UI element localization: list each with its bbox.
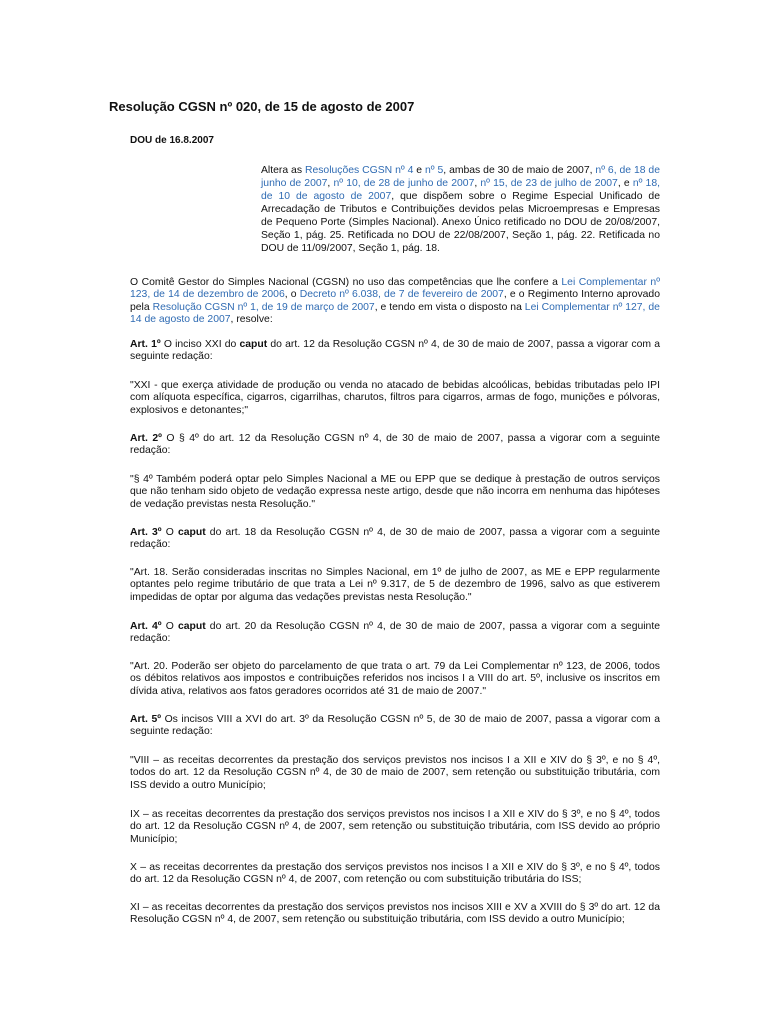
dou-publication-date: DOU de 16.8.2007 [130,135,214,146]
link-resolucao-15[interactable]: nº 15, de 23 de julho de 2007 [480,178,618,189]
article-text: do art. 12 da Resolução CGSN nº 4, de 30 de maio de 2007, passa a vigorar com a seguinte redação: [130,339,660,363]
inciso-xi: XI – as receitas decorrentes da prestação dos serviços previstos nos incisos XIII e XV a XVIII do § 3º do art. 12 da Resolução CGSN nº 4, de 2007, sem retenção ou substituição tributária, com ISS devido a outro Município; [130,902,660,926]
article-3 [130,527,660,552]
quote-art-18: "Art. 18. Serão consideradas inscritas no Simples Nacional, em 1º de julho de 2007, as ME e EPP regularmente optantes pelo regime tributário de que trata a Lei nº 9.317, de 5 de dezembro de 1996, salvo as que estiverem impedidas de optar por alguma das vedações previstas nesta Resolução." [130,567,660,603]
caput-term: caput [177,621,206,632]
link-decreto-6038[interactable]: Decreto nº 6.038, de 7 de fevereiro de 2007 [299,289,504,301]
article-text: O inciso XXI do [160,339,240,350]
caput-term: caput [239,339,268,350]
article-label: Art. 2º [130,433,162,444]
preamble-text: , e o Regimento Interno aprovado pela [130,289,660,313]
article-text: O [161,621,178,632]
link-lei-complementar-123[interactable]: Lei Complementar nº 123, de 14 de dezembro de 2006 [130,277,660,301]
ementa-text: , [327,178,334,189]
link-resolucao-18[interactable]: nº 18, de 10 de agosto de 2007 [261,178,660,202]
preamble-text: , resolve: [230,314,273,326]
article-text: O § 4º do art. 12 da Resolução CGSN nº 4, de 30 de maio de 2007, passa a vigorar com a seguinte redação: [130,433,661,457]
quote-inciso-xxi: "XXI - que exerça atividade de produção ou venda no atacado de bebidas alcoólicas, bebidas tributadas pelo IPI com alíquota específica, cigarros, cigarrilhas, charutos, filtros para cigarros, armas de fogo, munições e pólvoras, explosivos e detonantes;" [130,380,660,416]
link-lei-complementar-127[interactable]: Lei Complementar nº 127, de 14 de agosto de 2007 [130,301,660,326]
caput-term: caput [177,527,206,538]
ementa-text: , e [617,178,633,189]
preamble-text: O Comitê Gestor do Simples Nacional (CGSN) no uso das competências que lhe confere a [130,277,562,288]
inciso-x: X – as receitas decorrentes da prestação dos serviços previstos nos incisos I a XII e XIV do § 3º, e no § 4º, todos do art. 12 da Resolução CGSN nº 4, de 2007, com retenção ou com substituição tributária do ISS; [130,862,660,886]
article-text: Os incisos VIII a XVI do art. 3º da Resolução CGSN nº 5, de 30 de maio de 2007, passa a vigorar com a seguinte redação: [130,714,660,738]
article-label: Art. 3º [130,527,162,538]
ementa-text: Altera as [261,165,305,176]
article-label: Art. 1º [130,339,161,350]
quote-paragraph-4: "§ 4º Também poderá optar pelo Simples Nacional a ME ou EPP que se dedique à prestação de outros serviços que não tenham sido objeto de vedação expressa neste artigo, desde que não incorra em nenhuma das hipóteses de vedação previstas nesta Resolução." [130,474,660,510]
preamble-text: , o [284,289,300,301]
ementa-text: , que dispõem sobre o Regime Especial Unificado de Arrecadação de Tributos e Contribuições devidos pelas Microempresas e Empresas de Pequeno Porte (Simples Nacional). Anexo Único retificado no DOU de 20/08/2007, Seção 1, pág. 25. Retificada no DOU de 22/08/2007, Seção 1, pág. 22. Retificada no DOU de 11/09/2007, Seção 1, pág. 18. [261,191,660,254]
article-text: do art. 20 da Resolução CGSN nº 4, de 30 de maio de 2007, passa a vigorar com a seguinte redação: [130,621,661,645]
ementa-text: , ambas de 30 de maio de 2007, [443,165,596,176]
article-1 [130,339,660,364]
inciso-ix: IX – as receitas decorrentes da prestação dos serviços previstos nos incisos I a XII e XIV do § 3º, e no § 4º, todos do art. 12 da Resolução CGSN nº 4, de 2007, sem retenção ou substituição tributária, com ISS devido ao próprio Município; [130,809,660,845]
ementa-text: , [474,178,481,189]
link-resolucao-10[interactable]: nº 10, de 28 de junho de 2007 [333,178,475,189]
link-resolucao-5[interactable]: nº 5 [424,165,444,176]
article-label: Art. 4º [130,621,162,632]
article-2 [130,433,660,458]
article-5 [130,714,660,739]
quote-art-20: "Art. 20. Poderão ser objeto do parcelamento de que trata o art. 79 da Lei Complementar nº 123, de 2006, todos os débitos relativos aos impostos e contribuições referidos nos incisos I a VIII do art. 5º, inclusive os inscritos em dívida ativa, relativos aos fatos geradores ocorridos até 31 de maio de 2007." [130,661,660,697]
preamble-text: , e tendo em vista o disposto na [374,301,525,313]
link-resolucao-6[interactable]: nº 6, de 18 de junho de 2007 [261,165,660,189]
link-resolucao-4[interactable]: Resoluções CGSN nº 4 [304,165,414,176]
article-text: O [161,527,178,538]
article-4 [130,621,660,646]
article-text: do art. 18 da Resolução CGSN nº 4, de 30 de maio de 2007, passa a vigorar com a seguinte redação: [130,527,661,551]
preamble-paragraph [130,277,660,327]
ementa-text: e [413,165,425,176]
article-label: Art. 5º [130,714,162,725]
link-resolucao-cgsn-1[interactable]: Resolução CGSN nº 1, de 19 de março de 2007 [152,301,375,313]
ementa-summary [261,164,660,255]
document-title: Resolução CGSN nº 020, de 15 de agosto de 2007 [109,99,415,114]
inciso-viii: "VIII – as receitas decorrentes da prestação dos serviços previstos nos incisos I a XII e XIV do § 3º, e no § 4º, todos do art. 12 da Resolução CGSN nº 4, de 30 de maio de 2007, sem retenção ou substituição tributária, com ISS devido a outro Município; [130,755,660,791]
